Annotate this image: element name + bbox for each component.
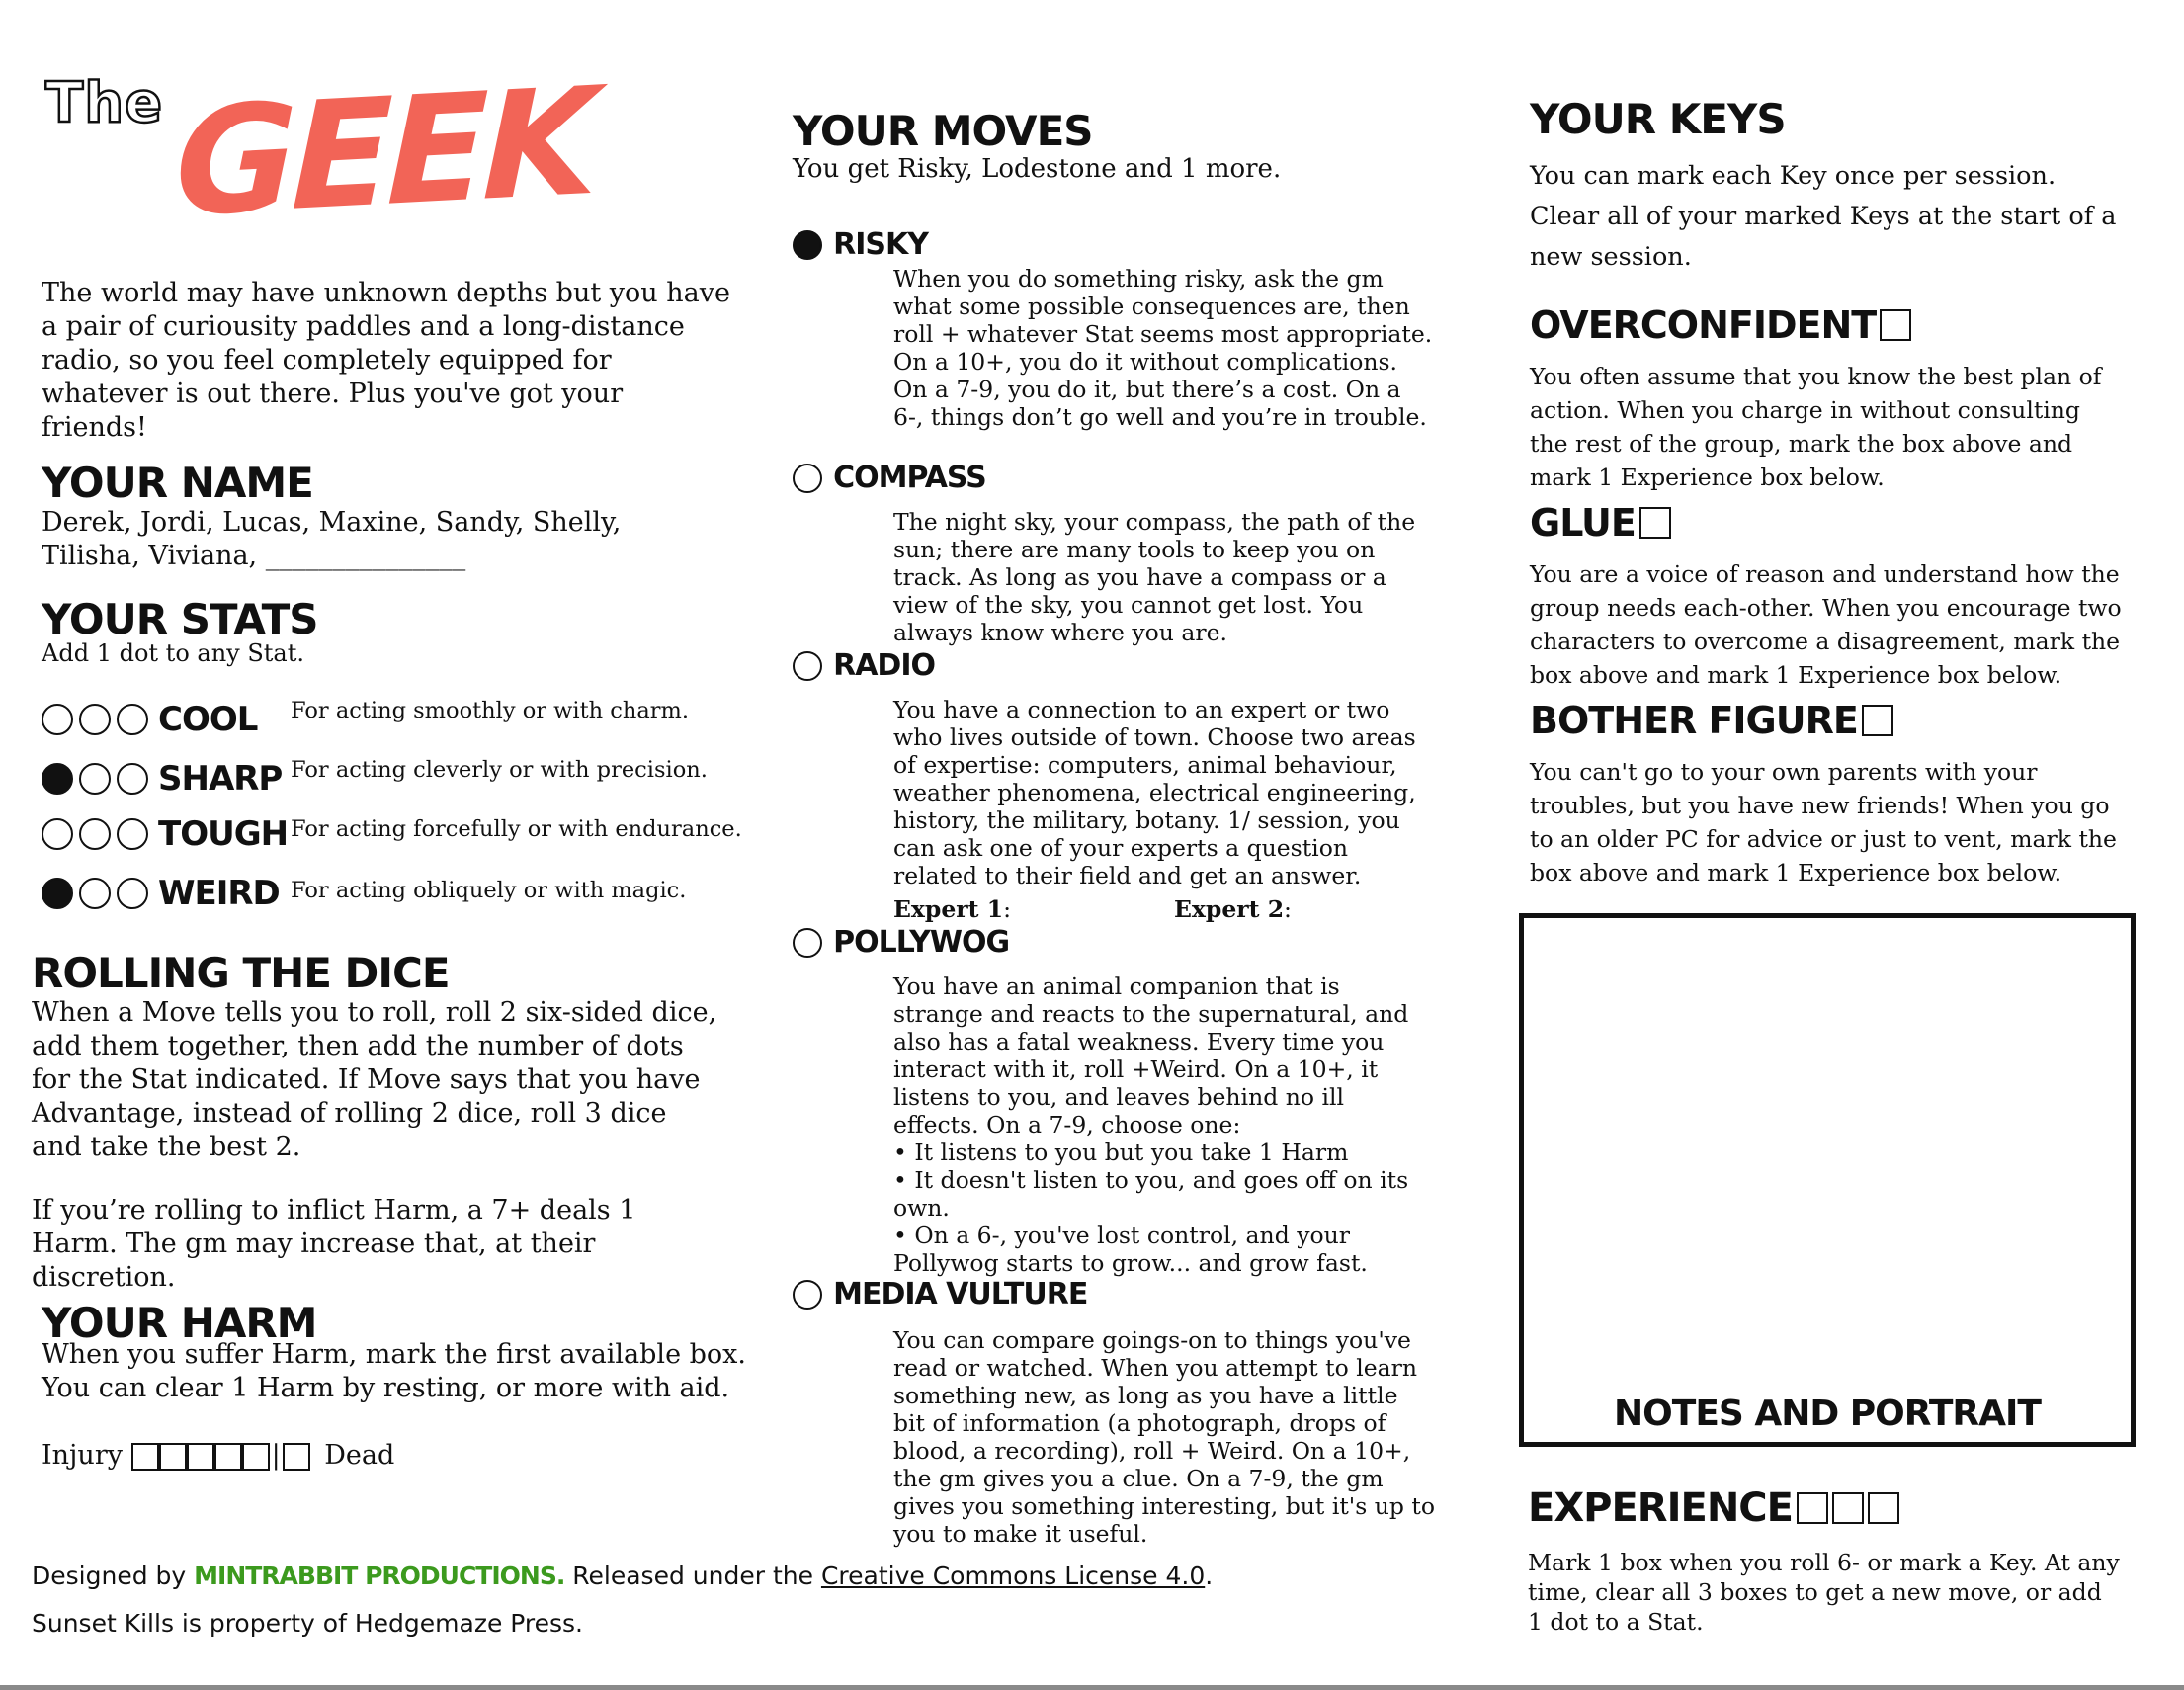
your-stats-heading: YOUR STATS	[42, 595, 318, 643]
move-risky-header	[793, 227, 928, 262]
pollywog-option: • On a 6-, you've lost control, and your Pollywog starts to grow... and grow fast.	[893, 1222, 1368, 1277]
move-text-radio: You have a connection to an expert or two who lives outside of town. Choose two areas of expertise: computers, animal behaviour, weather phenomena, electrical engineering, history, the military, botany. 1/ session, you can ask one of your experts a question related to their field and get an answer.	[893, 696, 1416, 889]
stat-dot-filled[interactable]	[42, 878, 73, 909]
move-radio-header	[793, 648, 935, 683]
key-title-bother-figure: BOTHER FIGURE	[1530, 699, 1858, 742]
dead-box[interactable]	[283, 1443, 310, 1471]
key-bother-figure-header	[1530, 699, 1893, 742]
stat-dot[interactable]	[117, 763, 148, 795]
stat-dot[interactable]	[79, 878, 111, 909]
key-checkbox[interactable]	[1862, 705, 1893, 736]
intro-text: The world may have unknown depths but you have a pair of curiousity paddles and a long-distance radio, so you feel completely equipped for whatever is out there. Plus you've got your friends!	[42, 278, 730, 443]
experience-header	[1528, 1485, 1899, 1531]
experience-box[interactable]	[1832, 1492, 1864, 1524]
injury-label: Injury	[42, 1440, 123, 1471]
experience-heading: EXPERIENCE	[1528, 1485, 1793, 1531]
stat-row-weird	[42, 874, 280, 913]
stat-name-tough: TOUGH	[158, 814, 289, 854]
move-media-vulture-header	[793, 1277, 1087, 1311]
key-text-bother-figure: You can't go to your own parents with your troubles, but you have new friends! When you go to an older PC for advice or just to vent, mark the box above and mark 1 Experience box below.	[1530, 758, 2117, 887]
page-title: GEEK	[173, 56, 594, 250]
your-harm-heading: YOUR HARM	[42, 1299, 317, 1347]
stat-row-tough	[42, 814, 289, 854]
experience-box[interactable]	[1797, 1492, 1828, 1524]
harm-box[interactable]	[214, 1443, 242, 1471]
stat-desc-sharp: For acting cleverly or with precision.	[291, 757, 708, 783]
move-title-pollywog: POLLYWOG	[833, 925, 1010, 960]
stats-subtitle: Add 1 dot to any Stat.	[42, 639, 305, 667]
stat-row-sharp	[42, 759, 283, 799]
expert1-label: Expert 1	[893, 895, 1004, 923]
harm-track	[42, 1439, 394, 1473]
key-title-glue: GLUE	[1530, 501, 1636, 545]
expert1-colon: :	[1003, 895, 1011, 923]
studio-name[interactable]: MINTRABBIT PRODUCTIONS.	[194, 1562, 565, 1590]
moves-subtitle: You get Risky, Lodestone and 1 more.	[793, 154, 1282, 184]
stat-desc-cool: For acting smoothly or with charm.	[291, 698, 690, 723]
move-text-media-vulture: You can compare goings-on to things you've read or watched. When you attempt to learn something new, as long as you have a little bit of information (a photograph, drops of blood, a recording), roll + Weird. On a 10+, the gm gives you a clue. On a 7-9, the gm gives you something interesting, but it's up to you to make it useful.	[893, 1326, 1436, 1548]
stat-dot[interactable]	[42, 818, 73, 850]
experience-text: Mark 1 box when you roll 6- or mark a Key. At any time, clear all 3 boxes to get a new move, or add 1 dot to a Stat.	[1528, 1549, 2120, 1636]
move-compass-header	[793, 461, 986, 495]
your-moves-heading: YOUR MOVES	[793, 107, 1093, 155]
footer-period: .	[1205, 1562, 1214, 1590]
your-name-heading: YOUR NAME	[42, 459, 313, 507]
released-label: Released under the	[572, 1562, 813, 1590]
move-checkbox[interactable]	[793, 928, 822, 958]
harm-box[interactable]	[131, 1443, 159, 1471]
footer-credits	[32, 1562, 1213, 1590]
move-text-risky: When you do something risky, ask the gm what some possible consequences are, then roll + whatever Stat seems most appropriate. On a 10+, you do it without complications. On a 7-9, you do it, but there’s a cost. On a 6-, things don’t go well and you’re in trouble.	[893, 265, 1433, 431]
move-title-risky: RISKY	[833, 227, 928, 262]
notes-portrait-label: NOTES AND PORTRAIT	[1614, 1394, 2041, 1434]
harm-text-line1: When you suffer Harm, mark the first available box.	[42, 1339, 746, 1370]
move-checkbox[interactable]	[793, 464, 822, 493]
harm-box[interactable]	[187, 1443, 214, 1471]
stat-dot[interactable]	[117, 818, 148, 850]
move-pollywog-header	[793, 925, 1009, 960]
designed-by-label: Designed by	[32, 1562, 187, 1590]
name-options-line2[interactable]: Tilisha, Viviana, _______________	[42, 541, 466, 571]
rolling-harm-text: If you’re rolling to inflict Harm, a 7+ deals 1 Harm. The gm may increase that, at their discretion.	[32, 1195, 636, 1293]
key-text-glue: You are a voice of reason and understand how the group needs each-other. When you encourage two characters to overcome a disagreement, mark the box above and mark 1 Experience box below.	[1530, 560, 2122, 689]
rolling-dice-text: When a Move tells you to roll, roll 2 six-sided dice, add them together, then add the number of dots for the Stat indicated. If Move says that you have Advantage, instead of rolling 2 dice, roll 3 dice and take the best 2.	[32, 997, 717, 1162]
stat-desc-weird: For acting obliquely or with magic.	[291, 878, 687, 903]
harm-text-line2: You can clear 1 Harm by resting, or more with aid.	[42, 1373, 730, 1403]
stat-dot[interactable]	[79, 818, 111, 850]
stat-dot[interactable]	[117, 878, 148, 909]
name-options-line1: Derek, Jordi, Lucas, Maxine, Sandy, Shelly,	[42, 507, 622, 538]
pollywog-option: • It listens to you but you take 1 Harm	[893, 1139, 1349, 1166]
notes-portrait-box[interactable]	[1519, 913, 2136, 1447]
stat-row-cool	[42, 700, 277, 739]
key-text-overconfident: You often assume that you know the best plan of action. When you charge in without consulting the rest of the group, mark the box above and mark 1 Experience box below.	[1530, 363, 2102, 491]
stat-desc-tough: For acting forcefully or with endurance.	[291, 816, 742, 842]
radio-expert-fields	[893, 895, 1292, 923]
license-link[interactable]: Creative Commons License 4.0	[820, 1562, 1206, 1590]
stat-dot[interactable]	[79, 704, 111, 735]
stat-name-weird: WEIRD	[158, 874, 280, 913]
harm-separator: |	[271, 1440, 281, 1471]
stat-name-cool: COOL	[158, 700, 258, 739]
stat-dot[interactable]	[117, 704, 148, 735]
move-title-radio: RADIO	[833, 648, 935, 683]
key-checkbox[interactable]	[1880, 309, 1911, 341]
move-checkbox[interactable]	[793, 651, 822, 681]
keys-intro: You can mark each Key once per session. Clear all of your marked Keys at the start of a new session.	[1530, 161, 2117, 272]
page-bottom-border	[0, 1685, 2184, 1690]
expert2-label: Expert 2	[1173, 895, 1285, 923]
title-the: The	[45, 71, 164, 135]
expert2-colon: :	[1284, 895, 1292, 923]
dead-label: Dead	[324, 1440, 395, 1471]
key-title-overconfident: OVERCONFIDENT	[1530, 303, 1877, 347]
experience-box[interactable]	[1868, 1492, 1899, 1524]
key-glue-header	[1530, 501, 1671, 545]
harm-box[interactable]	[242, 1443, 270, 1471]
move-text-pollywog	[893, 972, 1435, 1277]
pollywog-intro: You have an animal companion that is strange and reacts to the supernatural, and also has a fatal weakness. Every time you interact with it, roll +Weird. On a 10+, it listens to you, and leaves behind no ill effects. On a 7-9, choose one:	[893, 972, 1409, 1139]
move-checkbox[interactable]	[793, 1280, 822, 1310]
move-title-media-vulture: MEDIA VULTURE	[833, 1277, 1088, 1311]
move-title-compass: COMPASS	[833, 461, 986, 495]
harm-box[interactable]	[159, 1443, 187, 1471]
stat-dot[interactable]	[42, 704, 73, 735]
stat-dot[interactable]	[79, 763, 111, 795]
stat-dot-filled[interactable]	[42, 763, 73, 795]
move-checkbox-filled[interactable]	[793, 230, 822, 260]
footer-property: Sunset Kills is property of Hedgemaze Press.	[32, 1609, 584, 1638]
key-overconfident-header	[1530, 303, 1911, 347]
rolling-dice-heading: ROLLING THE DICE	[32, 949, 450, 997]
pollywog-option: • It doesn't listen to you, and goes off on its own.	[893, 1166, 1409, 1222]
stat-name-sharp: SHARP	[158, 759, 283, 799]
your-keys-heading: YOUR KEYS	[1530, 95, 1786, 143]
move-text-compass: The night sky, your compass, the path of the sun; there are many tools to keep you on track. As long as you have a compass or a view of the sky, you cannot get lost. You always know where you are.	[893, 508, 1416, 646]
key-checkbox[interactable]	[1639, 507, 1671, 539]
